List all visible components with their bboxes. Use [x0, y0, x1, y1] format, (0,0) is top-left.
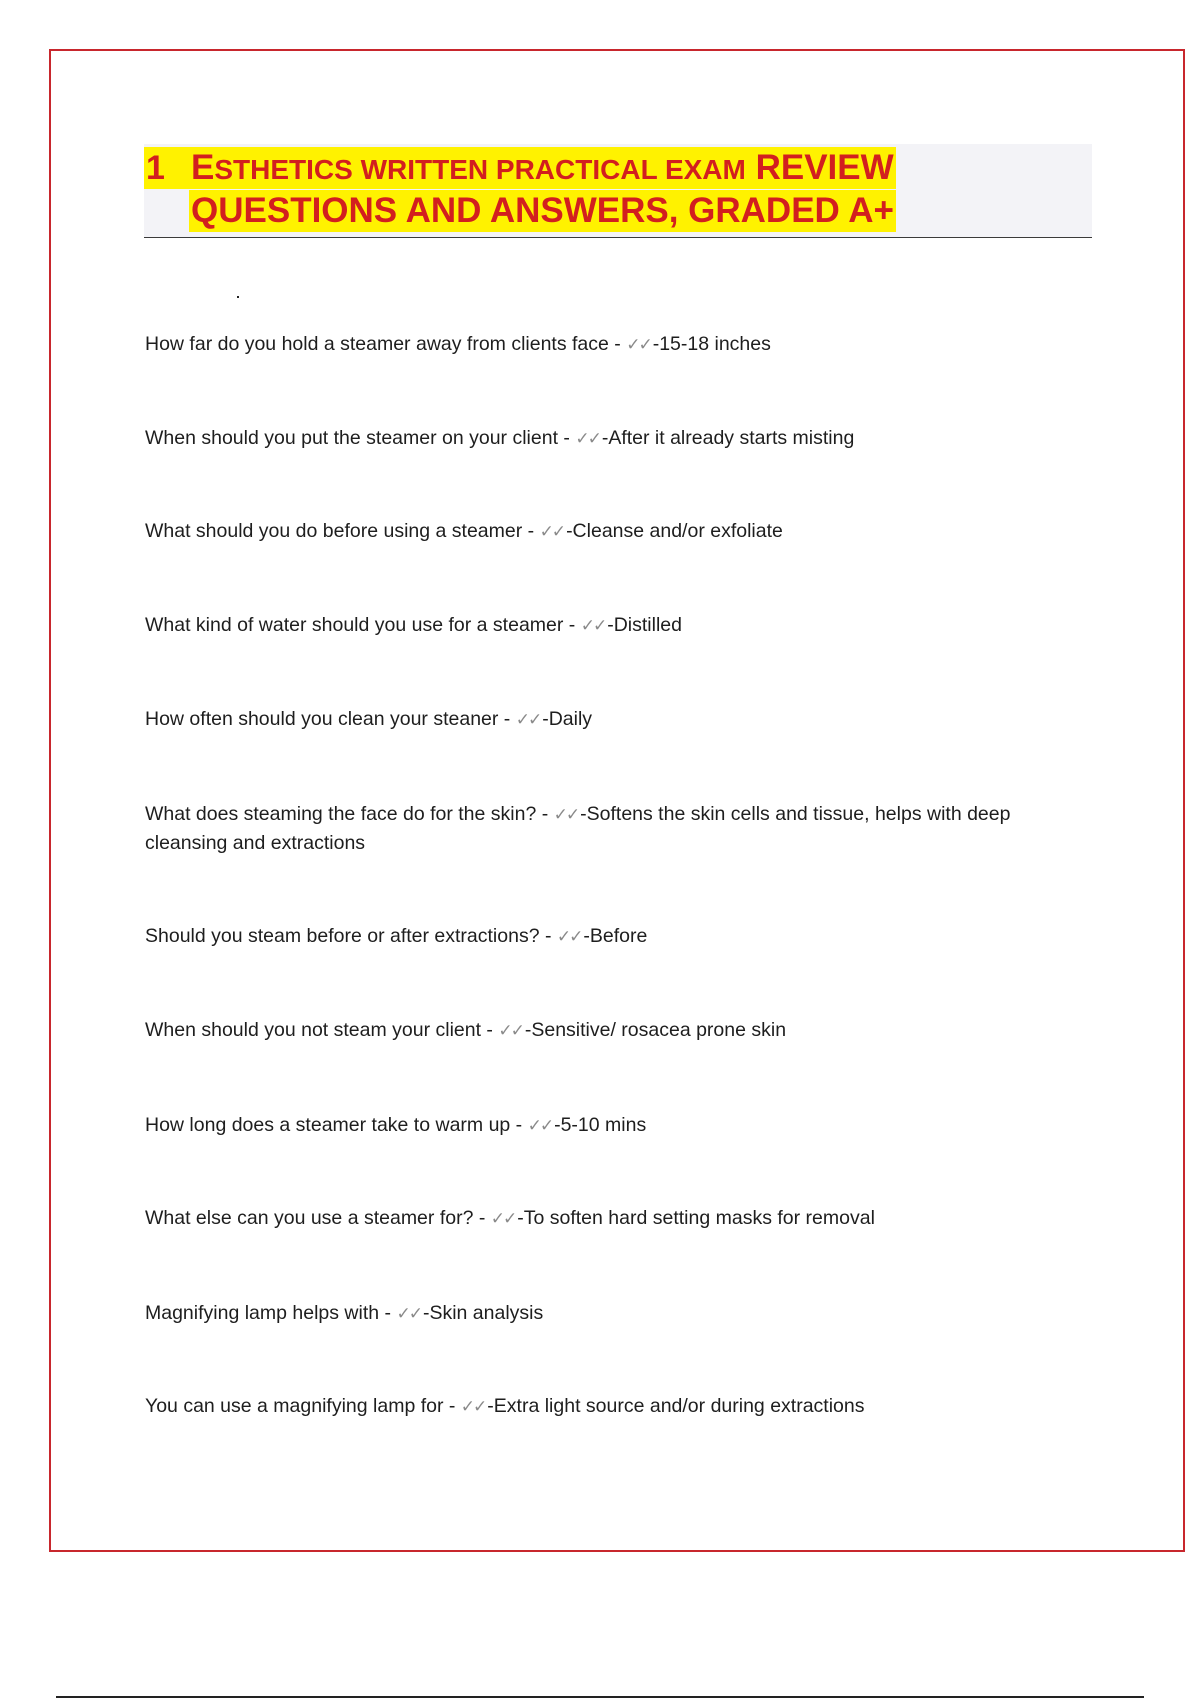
double-check-icon: ✓✓	[580, 616, 606, 636]
answer-text: -To soften hard setting masks for removal	[517, 1207, 875, 1229]
double-check-icon: ✓✓	[556, 927, 582, 947]
qa-item	[145, 1111, 1085, 1140]
qa-item	[145, 611, 1085, 640]
question-text: How often should you clean your steaner -	[145, 708, 516, 730]
heading-tail: REVIEW	[745, 148, 894, 187]
double-check-icon: ✓✓	[539, 522, 565, 542]
answer-text: -After it already starts misting	[601, 427, 855, 449]
qa-item	[145, 424, 1085, 453]
answer-text: -Distilled	[607, 614, 682, 636]
answer-text: -Before	[583, 925, 648, 947]
question-text: What does steaming the face do for the skin? -	[145, 803, 554, 825]
qa-item	[145, 800, 1085, 857]
question-text: What else can you use a steamer for? -	[145, 1207, 491, 1229]
double-check-icon: ✓✓	[553, 805, 579, 825]
bottom-rule	[56, 1696, 1144, 1698]
stray-dot	[237, 296, 239, 298]
qa-item	[145, 705, 1085, 734]
question-text: How far do you hold a steamer away from clients face -	[145, 333, 627, 355]
answer-text: -5-10 mins	[554, 1114, 647, 1136]
double-check-icon: ✓✓	[527, 1116, 553, 1136]
question-text: Magnifying lamp helps with -	[145, 1302, 397, 1324]
qa-item	[145, 922, 1085, 951]
double-check-icon: ✓✓	[490, 1209, 516, 1229]
qa-item	[145, 1392, 1085, 1421]
double-check-icon: ✓✓	[498, 1021, 523, 1041]
double-check-icon: ✓✓	[575, 429, 600, 449]
qa-item	[145, 1299, 1085, 1328]
question-text: What should you do before using a steamer -	[145, 520, 540, 542]
question-text: How long does a steamer take to warm up -	[145, 1114, 528, 1136]
answer-text: -Cleanse and/or exfoliate	[566, 520, 783, 542]
qa-item	[145, 1016, 1085, 1045]
heading-number: 1	[144, 147, 189, 189]
double-check-icon: ✓✓	[626, 335, 651, 355]
heading-smallcaps: STHETICS WRITTEN PRACTICAL EXAM	[214, 154, 746, 185]
question-text: Should you steam before or after extractions? -	[145, 925, 557, 947]
qa-item	[145, 330, 1085, 359]
question-text: When should you put the steamer on your client -	[145, 427, 576, 449]
question-text: You can use a magnifying lamp for -	[145, 1395, 461, 1417]
question-text: What kind of water should you use for a steamer -	[145, 614, 581, 636]
heading-initial: E	[191, 148, 215, 187]
double-check-icon: ✓✓	[460, 1397, 486, 1417]
double-check-icon: ✓✓	[515, 710, 541, 730]
double-check-icon: ✓✓	[396, 1304, 421, 1324]
answer-text: -Extra light source and/or during extractions	[487, 1395, 865, 1417]
answer-text: -Sensitive/ rosacea prone skin	[524, 1019, 787, 1041]
heading-line-1	[189, 147, 896, 189]
answer-text: -Daily	[542, 708, 593, 730]
answer-text: -Skin analysis	[422, 1302, 544, 1324]
heading-line-2: QUESTIONS AND ANSWERS, GRADED A+	[191, 191, 894, 230]
qa-item	[145, 517, 1085, 546]
qa-item	[145, 1204, 1085, 1233]
answer-text: -Softens the skin cells and tissue, helps with deep cleansing and extractions	[145, 803, 1011, 854]
answer-text: -15-18 inches	[652, 333, 771, 355]
question-text: When should you not steam your client -	[145, 1019, 499, 1041]
